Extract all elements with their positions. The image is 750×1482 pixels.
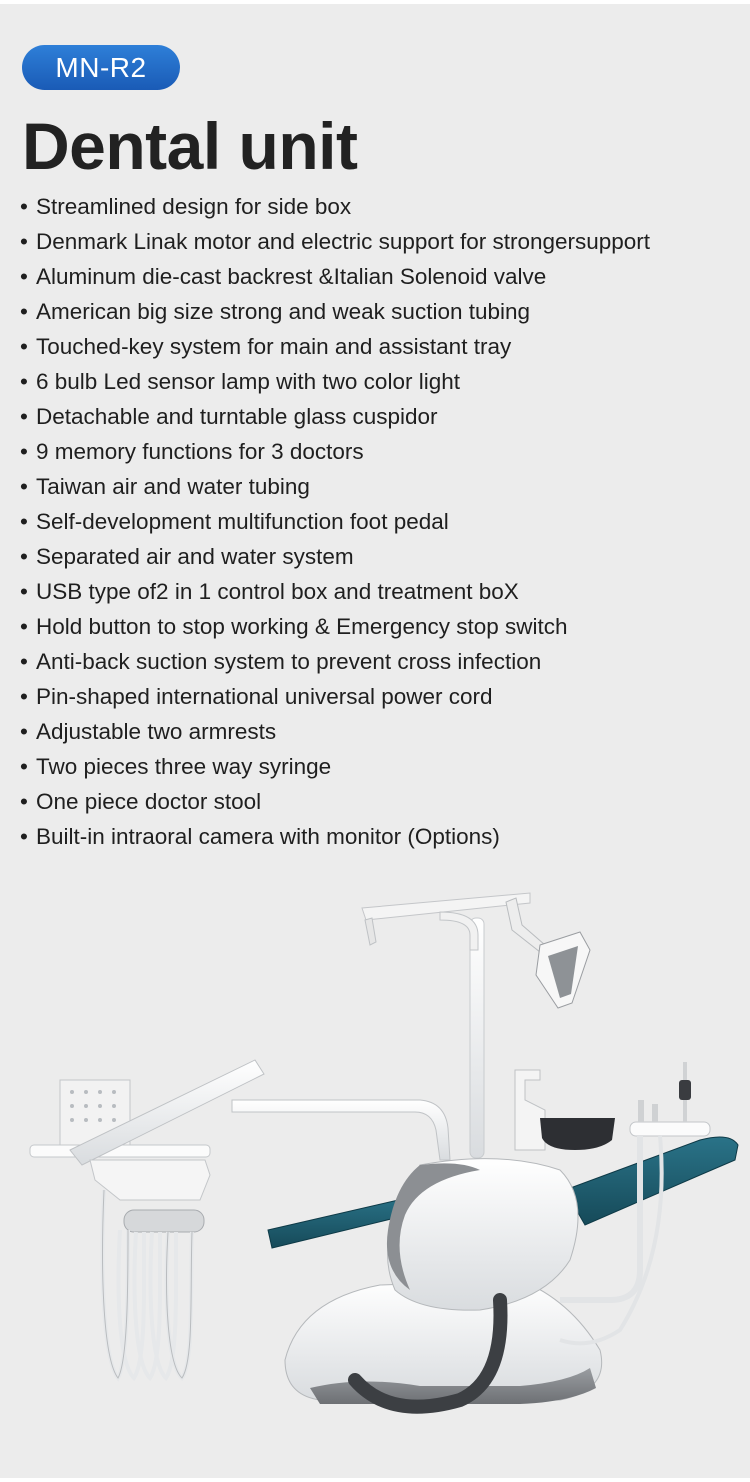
feature-text: American big size strong and weak suction tubing xyxy=(36,299,531,324)
chair-side-panel xyxy=(387,1159,578,1311)
cuspidor xyxy=(515,1070,615,1150)
feature-item: • Aluminum die-cast backrest &Italian Solenoid valve xyxy=(20,264,547,289)
feature-item: • American big size strong and weak suction tubing xyxy=(20,299,531,324)
connecting-arm xyxy=(232,1100,450,1160)
feature-text: USB type of2 in 1 control box and treatment boX xyxy=(36,579,519,604)
feature-text: Built-in intraoral camera with monitor (Options) xyxy=(36,824,500,849)
feature-text: 9 memory functions for 3 doctors xyxy=(36,439,364,464)
feature-item: • Two pieces three way syringe xyxy=(20,754,332,779)
feature-item: • Self-development multifunction foot pedal xyxy=(20,509,449,534)
feature-text: Adjustable two armrests xyxy=(36,719,277,744)
feature-list xyxy=(20,189,740,854)
feature-text: Streamlined design for side box xyxy=(36,194,352,219)
feature-text: Two pieces three way syringe xyxy=(36,754,332,779)
feature-text: Aluminum die-cast backrest &Italian Solenoid valve xyxy=(36,264,547,289)
doctor-tray-assembly xyxy=(30,1060,264,1378)
operating-lamp-icon xyxy=(536,932,590,1008)
feature-item: • Anti-back suction system to prevent cross infection xyxy=(20,649,542,674)
model-badge: MN-R2 xyxy=(22,45,180,90)
top-border xyxy=(0,0,750,4)
feature-item: • Denmark Linak motor and electric support for strongersupport xyxy=(20,229,651,254)
feature-item: • Built-in intraoral camera with monitor (Options) xyxy=(20,824,500,849)
feature-item: • Pin-shaped international universal power cord xyxy=(20,684,493,709)
feature-item: • Adjustable two armrests xyxy=(20,719,277,744)
feature-text: One piece doctor stool xyxy=(36,789,262,814)
feature-text: Denmark Linak motor and electric support for strongersupport xyxy=(36,229,651,254)
feature-item: • Detachable and turntable glass cuspidor xyxy=(20,404,438,429)
feature-text: 6 bulb Led sensor lamp with two color light xyxy=(36,369,460,394)
feature-item: • USB type of2 in 1 control box and treatment boX xyxy=(20,579,519,604)
feature-item: • Taiwan air and water tubing xyxy=(20,474,310,499)
dental-unit-image xyxy=(0,860,750,1420)
feature-text: Anti-back suction system to prevent cross infection xyxy=(36,649,542,674)
feature-text: Pin-shaped international universal power cord xyxy=(36,684,493,709)
feature-item: • One piece doctor stool xyxy=(20,789,262,814)
feature-item: • Touched-key system for main and assistant tray xyxy=(20,334,512,359)
feature-item: • Separated air and water system xyxy=(20,544,354,569)
feature-item: • 6 bulb Led sensor lamp with two color light xyxy=(20,369,460,394)
feature-text: Hold button to stop working & Emergency stop switch xyxy=(36,614,568,639)
page-title: Dental unit xyxy=(22,109,358,183)
feature-text: Detachable and turntable glass cuspidor xyxy=(36,404,438,429)
feature-item: • 9 memory functions for 3 doctors xyxy=(20,439,364,464)
feature-item: • Streamlined design for side box xyxy=(20,194,352,219)
feature-text: Separated air and water system xyxy=(36,544,354,569)
feature-item: • Hold button to stop working & Emergency stop switch xyxy=(20,614,568,639)
feature-text: Self-development multifunction foot pedal xyxy=(36,509,449,534)
feature-text: Touched-key system for main and assistant tray xyxy=(36,334,512,359)
feature-text: Taiwan air and water tubing xyxy=(36,474,310,499)
bottom-border xyxy=(0,1478,750,1482)
